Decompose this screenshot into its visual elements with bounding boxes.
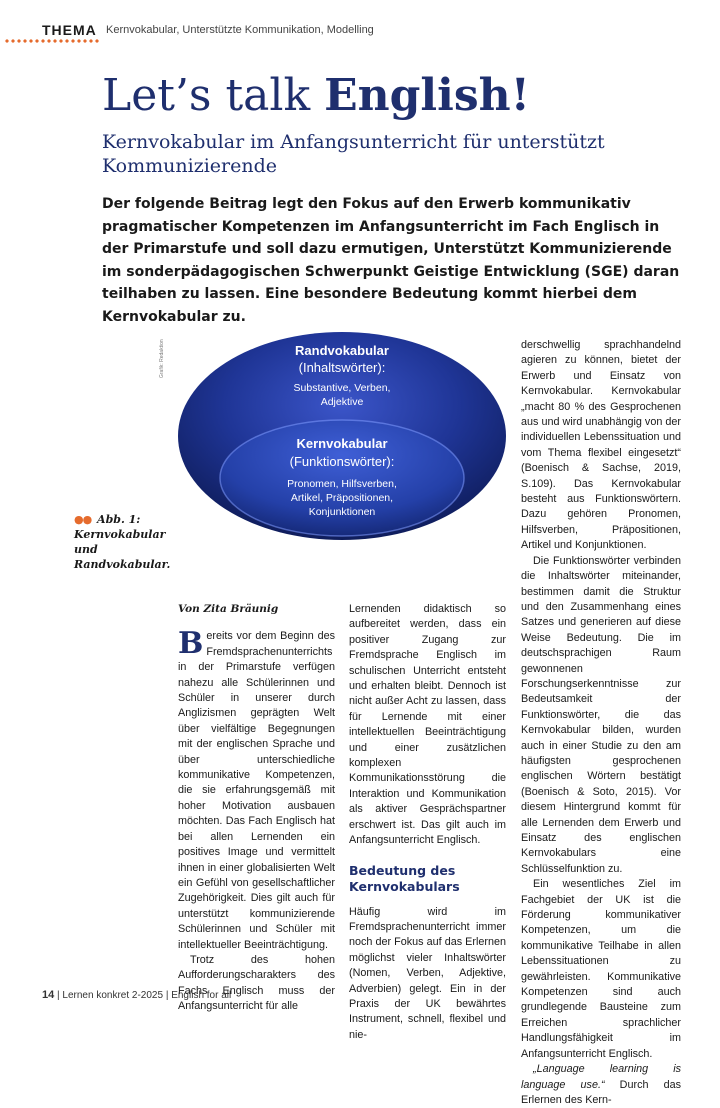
inner-subtitle: (Funktionswörter): xyxy=(289,454,395,469)
body-column-1 xyxy=(178,602,335,1015)
page-number: 14 xyxy=(42,989,55,1001)
paragraph: Häufig wird im Fremdsprachenunterricht immer noch der Fokus auf das Erlernen möglichst vieler Inhaltswörter (Nomen, Verben, Adjektive, Adverbien) gelegt. Ein in der Praxis der UK bewährtes Instrument, schnell, flexibel und nie- xyxy=(349,905,506,1041)
quote: „Language learning is language use.“ xyxy=(521,1063,681,1091)
paragraph: Lernenden didaktisch so aufbereitet werden, dass ein positiver Zugang zur Fremdsprache Englisch im schulischen Unterricht entsteht und erhalten bleibt. Dennoch ist nicht außer Acht zu lassen, dass für Lernende mit einer intellektuellen Beeinträchtigung und einer zusätzlichen komplexen Kommunikationsstörung die Interaktion und Kommunikation als aktiver Gesprächspartner erschwert ist. Das gilt auch im Anfangsunterricht Englisch. xyxy=(349,603,506,847)
article-subtitle: Kernvokabular im Anfangsunterricht für unterstützt Kommunizierende xyxy=(102,131,605,177)
drop-cap: B xyxy=(178,626,204,662)
paragraph xyxy=(178,626,335,953)
topic-tags: Kernvokabular, Unterstützte Kommunikation, Modelling xyxy=(106,24,374,36)
caption-text: Kernvokabular und Randvokabular. xyxy=(74,528,171,571)
inner-title: Kernvokabular xyxy=(296,436,388,451)
vocabulary-diagram xyxy=(176,330,508,542)
outer-title: Randvokabular xyxy=(295,343,389,358)
body-column-3 xyxy=(521,338,681,1108)
outer-line1: Substantive, Verben, xyxy=(293,382,391,394)
section-label: THEMA xyxy=(42,22,97,38)
article-title xyxy=(102,70,530,121)
inner-line3: Konjunktionen xyxy=(308,506,376,518)
section-heading: Bedeutung des Kernvokabulars xyxy=(349,862,460,894)
page-footer xyxy=(42,989,231,1001)
author-byline: Von Zita Bräunig xyxy=(178,603,279,615)
paragraph: Trotz des hohen Aufforderungscharakters des Fachs Englisch muss der Anfangsunterricht für alle xyxy=(178,953,335,1013)
title-bold: English! xyxy=(324,70,530,121)
footer-separator: | xyxy=(57,990,60,1001)
outer-line2: Adjektive xyxy=(320,396,364,408)
caption-label: Abb. 1: xyxy=(97,513,141,526)
paragraph: Ein wesentliches Ziel im Fachgebiet der UK ist die Förderung kommunikativer Kompetenzen, um die kommunikative Teilhabe in allen Lebenssituationen zu gewährleisten. Kommunikative Kompetenzen sind auch grundlegende Bausteine zum Erreichen sprachlicher Handlungsfähigkeit im Anfangsunterricht Englisch. xyxy=(521,878,681,1060)
outer-subtitle: (Inhaltswörter): xyxy=(298,360,386,375)
caption-bullet: ●● xyxy=(74,513,92,526)
body-column-2 xyxy=(349,602,506,1043)
paragraph xyxy=(521,1062,681,1108)
paragraph-text: ereits vor dem Beginn des Fremdsprachenunterrichts in der Primarstufe verfügen nahezu alle Schülerinnen und Schüler in unserer durch Anglizismen geprägten Welt über vielfältige Begegnungen mit der englischen Sprache und über unterschiedliche kommunikative Kompetenzen, die sie erfahrungsgemäß mit hoher Motivation ausbauen möchten. Das Fach Englisch hat bei allen Lernenden ein positives Image und vermittelt ihnen in einer globalisierten Welt ein Gefühl von gesellschaftlicher Zugehörigkeit. Dies gilt auch für unterstützt kommunizierende Schülerinnen und Schüler mit intellektueller Beeinträchtigung. xyxy=(178,630,335,951)
inner-line1: Pronomen, Hilfsverben, xyxy=(287,478,397,490)
inner-line2: Artikel, Präpositionen, xyxy=(290,492,394,504)
page-header xyxy=(0,0,720,50)
title-regular: Let’s talk xyxy=(102,70,325,121)
dotted-rule xyxy=(4,39,100,43)
article-lead: Der folgende Beitrag legt den Fokus auf den Erwerb kommunikativ pragmatischer Kompetenzen im Anfangsunterricht im Fach Englisch in der Primarstufe und soll dazu ermutigen, Unterstützt Kommunizierende im sonderpädagogischen Schwerpunkt Geistige Entwicklung (SGE) daran teilhaben zu lassen. Eine besondere Bedeutung kommt hierbei dem Kernvokabular zu. xyxy=(102,196,680,325)
paragraph: Die Funktionswörter verbinden die Inhaltswörter miteinander, bestimmen damit die Struktur und den Zusammenhang eines Satzes und generieren auf diese Weise Bedeutung. Die im deutschsprachigen Raum gewonnenen Forschungserkenntnisse zur Bedeutsamkeit der Funktionswörter, die das Kernvokabular bilden, wurden auch in einer Studie zu den am häufigsten gesprochenen englischen Wörtern bestätigt (Boenisch & Soto, 2015). Vor diesem Hintergrund kommt für alle Lernenden dem Erwerb und Einsatz des englischen Kernvokabulars eine Schlüsselfunktion zu. xyxy=(521,554,681,875)
figure-caption xyxy=(74,512,184,572)
paragraph-tail: Durch das Erlernen des Kern- xyxy=(521,1078,681,1106)
paragraph: derschwellig sprachhandelnd agieren zu können, bietet der Erwerb und Einsatz von Kernvokabular. Kernvokabular „macht 80 % des Gesprochenen aus und wird unabhängig von der individuellen Lebenssituation und vom Thema flexibel eingesetzt“ (Boenisch & Sachse, 2019, S.109). Das Kernvokabular besteht aus Funktionswörtern. Dazu gehören Pronomen, Hilfsverben, Präpositionen, Artikel und Konjunktionen. xyxy=(521,339,681,552)
figure-credit: Grafik: Redaktion xyxy=(159,339,165,378)
footer-text: Lernen konkret 2-2025 | English for all xyxy=(62,990,232,1001)
